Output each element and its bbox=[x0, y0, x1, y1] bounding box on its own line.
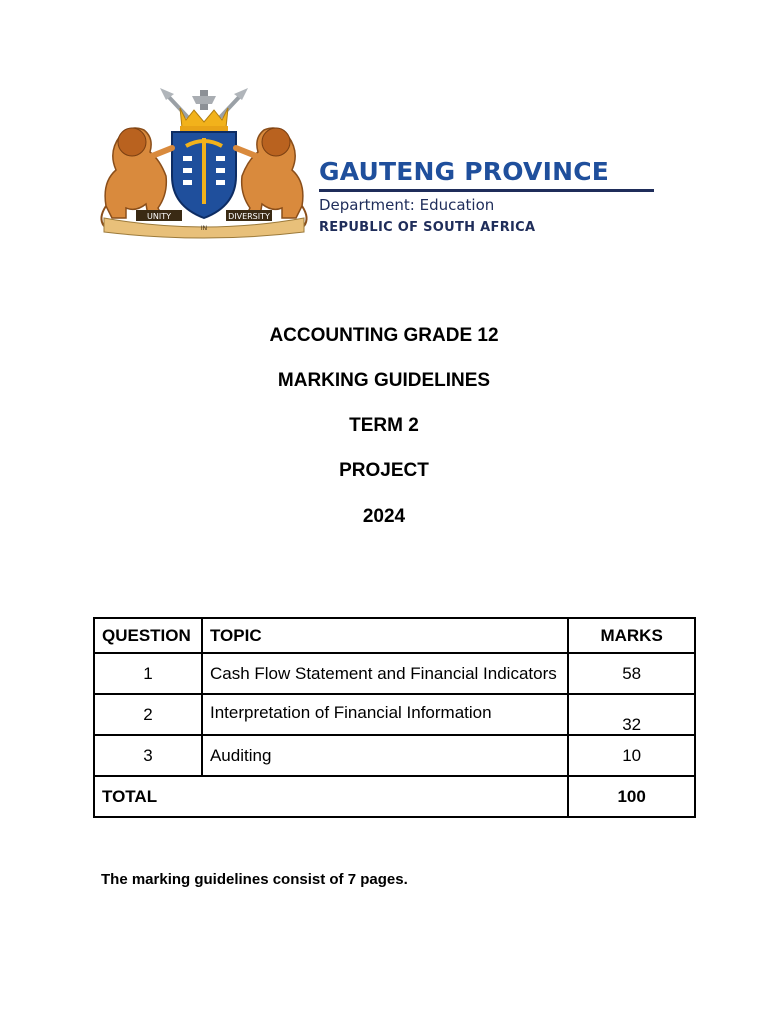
question-number: 3 bbox=[94, 735, 202, 776]
year-heading: 2024 bbox=[362, 506, 406, 527]
total-row bbox=[94, 776, 695, 817]
motto-middle-text: IN bbox=[200, 225, 208, 232]
pages-note: The marking guidelines consist of 7 pages. bbox=[101, 871, 408, 888]
coat-of-arms-logo bbox=[96, 86, 312, 240]
topic-cell: Cash Flow Statement and Financial Indicators bbox=[202, 653, 568, 694]
province-divider bbox=[319, 189, 654, 192]
republic-name: REPUBLIC OF SOUTH AFRICA bbox=[319, 220, 536, 235]
subject-heading: ACCOUNTING GRADE 12 bbox=[269, 325, 499, 346]
total-label: TOTAL bbox=[94, 776, 568, 817]
motto-right-text: DIVERSITY bbox=[228, 212, 270, 221]
marks-table bbox=[93, 617, 696, 818]
table-row bbox=[94, 653, 695, 694]
department-name: Department: Education bbox=[319, 196, 495, 214]
marks-cell: 10 bbox=[568, 735, 695, 776]
topic-text: Interpretation of Financial Information bbox=[209, 702, 492, 722]
table-row bbox=[94, 694, 695, 735]
total-marks: 100 bbox=[568, 776, 695, 817]
question-number: 2 bbox=[94, 694, 202, 735]
header-marks: MARKS bbox=[568, 618, 695, 653]
marks-text: 32 bbox=[622, 714, 642, 734]
marks-cell bbox=[568, 694, 695, 735]
table-header-row bbox=[94, 618, 695, 653]
topic-cell bbox=[202, 694, 568, 735]
table-row bbox=[94, 735, 695, 776]
province-title: GAUTENG PROVINCE bbox=[319, 157, 610, 186]
marks-cell: 58 bbox=[568, 653, 695, 694]
question-number: 1 bbox=[94, 653, 202, 694]
motto-left-text: UNITY bbox=[147, 212, 171, 221]
doc-type-heading: MARKING GUIDELINES bbox=[277, 370, 491, 391]
task-heading: PROJECT bbox=[339, 460, 429, 481]
topic-cell: Auditing bbox=[202, 735, 568, 776]
header-question: QUESTION bbox=[94, 618, 202, 653]
term-heading: TERM 2 bbox=[349, 415, 419, 436]
header-topic: TOPIC bbox=[202, 618, 568, 653]
